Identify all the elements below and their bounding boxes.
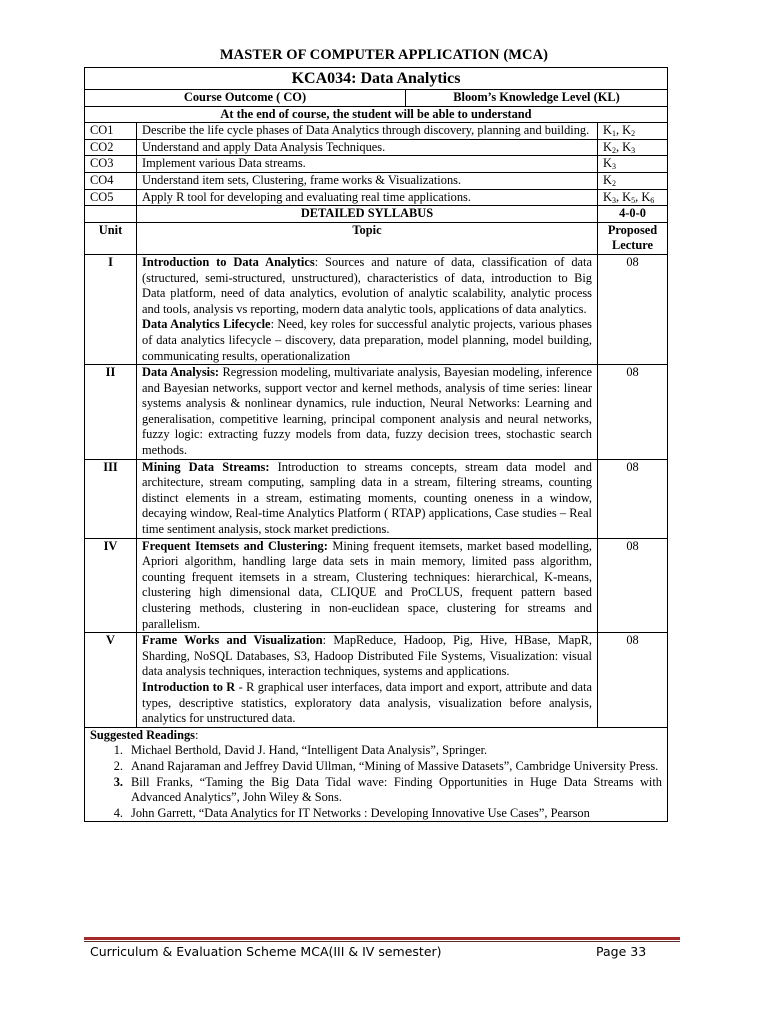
topic-heading: Frequent Itemsets and Clustering: (142, 538, 328, 553)
reading-text: John Garrett, “Data Analytics for IT Networks : Developing Innovative Use Cases”, Pearson (131, 805, 590, 820)
unit-lectures: 08 (598, 538, 668, 633)
syllabus-unit-row (85, 538, 668, 633)
topic-heading: Introduction to R (142, 679, 236, 694)
outcome-kl (598, 156, 668, 173)
outcome-id: CO2 (85, 139, 137, 156)
outcome-kl: $K_2$, $K_3$ (598, 139, 668, 156)
topic-text: Introduction to streams concepts, stream data model and architecture, stream computing, sampling data in a stream, filtering streams, counting distinct elements in a stream, estimating moments, counting oneness in a window, decaying window, Real-time Analytics Platform ( RTAP) applications, Case studies – Real time sentiment analysis, stock market predictions. (142, 459, 592, 537)
kl-level: $K_3$ (603, 156, 616, 172)
kl-level: $K_2$ (603, 172, 616, 188)
topic-heading: Frame Works and Visualization (142, 633, 323, 648)
bloom-level-header: Bloom’s Knowledge Level (KL) (406, 90, 668, 107)
outcome-text: Understand and apply Data Analysis Techniques. (137, 139, 598, 156)
unit-number: III (85, 459, 137, 538)
suggested-readings (85, 727, 668, 822)
reading-text: Bill Franks, “Taming the Big Data Tidal wave: Finding Opportunities in Huge Data Streams with Advanced Analytics”, John Wiley & Sons. (131, 774, 663, 805)
unit-lectures: 08 (598, 254, 668, 364)
outcome-id: CO1 (85, 123, 137, 140)
kl-level: $K_6$ (641, 189, 655, 205)
outcome-id: CO3 (85, 156, 137, 173)
topic-heading: Data Analysis: (142, 365, 220, 380)
topic-heading: Data Analytics Lifecycle (142, 317, 271, 332)
syllabus-ltp: 4-0-0 (598, 206, 668, 223)
outcome-id: CO4 (85, 172, 137, 189)
outcome-text: Apply R tool for developing and evaluating real time applications. (137, 189, 598, 206)
reading-text: Anand Rajaraman and Jeffrey David Ullman, “Mining of Massive Datasets”, Cambridge University Press. (131, 758, 659, 773)
syllabus-unit-row (85, 254, 668, 364)
course-outcome-header: Course Outcome ( CO) (85, 90, 406, 107)
unit-lectures: 08 (598, 633, 668, 728)
unit-lectures: 08 (598, 459, 668, 538)
topic-text: : MapReduce, Hadoop, Pig, Hive, HBase, MapR, Sharding, NoSQL Databases, S3, Hadoop Distributed File Systems, Visualization: visual data analysis techniques, interaction techniques, systems and applications. (142, 633, 592, 679)
unit-topic (137, 365, 598, 460)
kl-level: $K_3$ (622, 139, 636, 155)
reading-item (90, 759, 662, 775)
unit-topic (137, 538, 598, 633)
footer-scheme-title: Curriculum & Evaluation Scheme MCA(III & IV semester) (90, 944, 442, 959)
topic-paragraph (142, 539, 592, 633)
topic-text: Mining frequent itemsets, market based modelling, Apriori algorithm, handling large data sets in main memory, limited pass algorithm, counting frequent itemsets in a stream, Clustering techniques: hierarchical, K-means, clustering high dimensional data, CLIQUE and ProCLUS, frequent pattern based clustering methods, clustering in non-euclidean space, clustering for streams and parallelism. (142, 538, 592, 631)
kl-level: $K_2$ (622, 123, 636, 139)
topic-text: Regression modeling, multivariate analysis, Bayesian modeling, inference and Bayesian networks, support vector and kernel methods, analysis of time series: linear systems analysis & nonlinear dynamics, rule induction, Neural Networks: Learning and generalisation, competitive learning, principal component analysis and neural networks, fuzzy logic: extracting fuzzy models from data, fuzzy decision trees, stochastic search methods. (142, 365, 593, 458)
outcome-row (85, 172, 668, 189)
course-intro: At the end of course, the student will be able to understand (85, 106, 668, 123)
outcome-row (85, 123, 668, 140)
unit-topic (137, 459, 598, 538)
unit-topic (137, 254, 598, 364)
unit-column-header: Unit (85, 222, 137, 254)
syllabus-unit-row (85, 459, 668, 538)
reading-number: 2. (113, 758, 123, 773)
footer-rule-thin (84, 941, 680, 942)
topic-paragraph (142, 680, 592, 727)
kl-level: $K_3$ (603, 189, 616, 205)
outcome-kl (598, 172, 668, 189)
kl-level: $K_5$ (622, 189, 636, 205)
reading-number: 4. (113, 805, 123, 820)
topic-text: : Sources and nature of data, classification of data (structured, semi-structured, unstructured), characteristics of data, introduction to Big Data platform, need of data analytics, evolution of analytic scalability, analytic process and tools, analysis vs reporting, modern data analytic tools, applications of data analytics. (142, 254, 592, 316)
kl-level: $K_1$ (603, 123, 616, 139)
syllabus-unit-row (85, 633, 668, 728)
topic-column-header: Topic (137, 222, 598, 254)
unit-number: IV (85, 538, 137, 633)
outcome-row (85, 189, 668, 206)
topic-paragraph (142, 460, 592, 538)
reading-item (90, 743, 662, 759)
reading-item (90, 775, 662, 806)
unit-number: II (85, 365, 137, 460)
topic-paragraph (142, 255, 592, 317)
readings-list (90, 743, 662, 821)
outcome-text: Implement various Data streams. (137, 156, 598, 173)
page-number: Page 33 (596, 944, 647, 959)
readings-heading: Suggested Readings: (90, 727, 199, 742)
kl-level: $K_2$ (603, 139, 616, 155)
topic-heading: Introduction to Data Analytics (142, 254, 315, 269)
topic-text: : Need, key roles for successful analytic projects, various phases of data analytics lifecycle – discovery, data preparation, model planning, model building, communicating results, operationalization (142, 317, 592, 363)
course-table (84, 67, 668, 822)
lecture-column-header: Proposed Lecture (598, 222, 668, 254)
outcome-kl: $K_3$, $K_5$, $K_6$ (598, 189, 668, 206)
reading-number: 1. (113, 743, 123, 758)
reading-item (90, 806, 662, 822)
syllabus-unit-row (85, 365, 668, 460)
outcome-text: Understand item sets, Clustering, frame works & Visualizations. (137, 172, 598, 189)
outcome-kl: $K_1$, $K_2$ (598, 123, 668, 140)
topic-paragraph (142, 365, 592, 459)
topic-text: - R graphical user interfaces, data import and export, attribute and data types, descriptive statistics, exploratory data analysis, visualization before analysis, analytics for unstructured data. (142, 679, 592, 726)
unit-topic (137, 633, 598, 728)
outcome-row (85, 139, 668, 156)
outcome-id: CO5 (85, 189, 137, 206)
footer-rule (84, 937, 680, 940)
unit-number: I (85, 254, 137, 364)
syllabus-title: DETAILED SYLLABUS (137, 206, 598, 223)
topic-paragraph (142, 317, 592, 364)
outcome-row (85, 156, 668, 173)
topic-paragraph (142, 633, 592, 680)
unit-number: V (85, 633, 137, 728)
reading-number: 3. (113, 774, 123, 789)
reading-text: Michael Berthold, David J. Hand, “Intelligent Data Analysis”, Springer. (131, 743, 488, 758)
unit-lectures: 08 (598, 365, 668, 460)
topic-heading: Mining Data Streams: (142, 459, 270, 474)
page-title: MASTER OF COMPUTER APPLICATION (MCA) (219, 47, 549, 63)
outcome-text: Describe the life cycle phases of Data Analytics through discovery, planning and building. (137, 123, 598, 140)
course-title: KCA034: Data Analytics (85, 68, 668, 90)
